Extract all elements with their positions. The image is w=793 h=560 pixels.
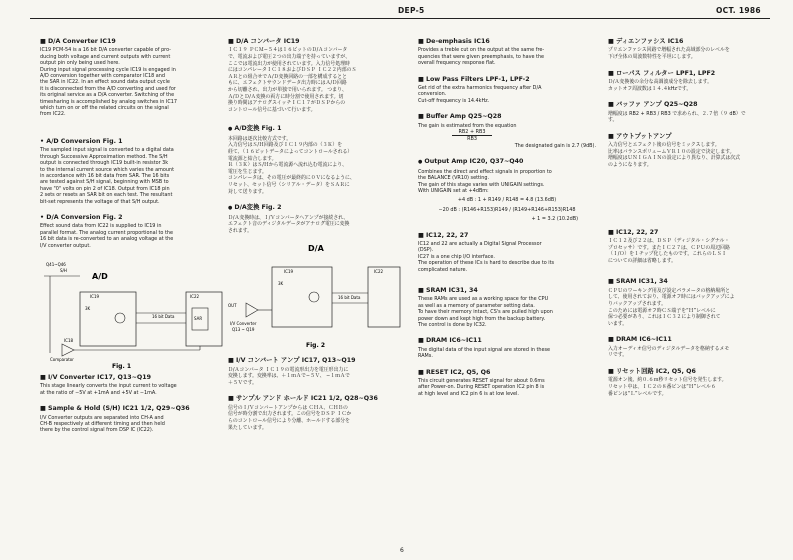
section-body: The sampled input signal is converted to a digital data through Successive Approximation method. The S/H output is connected through IC19 built-in resistor 3k to the internal current source which varies the amount in accordance with 16 bit data from SAR. The 16 bits are tested against S/H signal, beginning with MSB to have "0" volts on pin 2 of IC18. Output from IC18 pin 2 sets or resets an SAR bit on each test. The resultant bit-set represents the voltage of that S/H output. — [40, 147, 174, 205]
section-body: プリエンファシス回路で増幅された高域部分のレベルを 下げ全体の周波数特性を平坦にします。 — [608, 47, 730, 60]
fig1-ic-a: IC19 — [90, 293, 100, 299]
output-eq-3: + 1 = 3.2 (10.2dB) — [531, 216, 578, 223]
fig2-caption: Fig. 2 — [306, 342, 325, 350]
fig1-res: 3K — [85, 305, 91, 311]
section-title: ■ Sample & Hold (S/H) IC21 1/2, Q29~Q36 — [40, 405, 215, 412]
section-body: I/V Converter outputs are separated into CH-A and CH-B respectively at different timing and then held there by the control signal from DSP IC (IC22). — [40, 414, 165, 434]
section-title: ■ バッファ アンプ Q25~Q28 — [608, 101, 773, 108]
section-title: ■ IC12, 22, 27 — [418, 232, 596, 239]
section-ad-conversion-jp — [228, 125, 393, 195]
section-body: 増幅度は RB2 + RB3 / RB3 で求められ、２.７倍（９ dB）で す。 — [608, 110, 746, 124]
fig2-label: D/A — [308, 244, 324, 254]
fig2-iv-q: Q13 ~ Q19 — [232, 327, 255, 333]
section-title: ■ IC12, 22, 27 — [608, 229, 773, 236]
section-title: ■ サンプル アンド ホールド IC21 1/2, Q28~Q36 — [228, 395, 393, 402]
section-body: Ｄ/Ａ変換時は、Ｉ/Ｖコンバータへアンプが接続され、 エフェクト音のディジタルデータがアナログ電圧に変換 されます。 — [228, 214, 350, 234]
section-body: The gain is estimated from the equation — [418, 122, 517, 129]
eq-denominator: RB3 — [467, 136, 477, 143]
section-sample-hold-jp — [228, 395, 393, 431]
section-title: ■ DRAM IC6~IC11 — [418, 337, 596, 344]
section-body: ＩＣ１２及び２２は、ＤＳＰ（ディジタル・シグナル・ プロセッサ）です。またＩＣ２７は、ＣＰＵの周辺回路 （Ｉ/Ｏ）を１チップ化したものです。これらのＬＳＩ についての詳細は省略します。 — [608, 237, 730, 264]
column-japanese-right — [608, 38, 773, 406]
fig1-sar: SAR — [194, 315, 203, 321]
section-title: ■ SRAM IC31, 34 — [608, 278, 773, 285]
section-body: 本回路は逐次比較方式です。 入力信号はＳ/Ｈ回路及びＩＣ１９内部の（３Ｋ）を 経て、（１６ビットデータによってコントロールされる） 電流源と結合します。 Ｒ（３Ｋ）はＳ/Ｈから電流源へ流れ込む電流により、 電圧を生じます。 コンパレータは、その電圧が最終的に０Ｖになるように、 リセット、セット信号（シリアル・データ）をＳＡＲに 対して送ります。 — [228, 135, 355, 195]
section-title: ■ SRAM IC31, 34 — [418, 287, 596, 294]
section-body: 入力オーディオ信号のディジタルデータを格納するメモ リです。 — [608, 345, 730, 359]
figure-2-diagram — [228, 243, 403, 351]
section-title: ● A/D変換 Fig. 1 — [228, 125, 393, 133]
section-body: This stage linearly converts the input current to voltage at the ratio of −5V at +1mA and +5V at −1mA. — [40, 383, 177, 396]
section-dram-jp — [608, 336, 773, 359]
section-title: ■ ディエンファシス IC16 — [608, 38, 773, 45]
buffer-gain-equation — [452, 129, 492, 143]
section-output-amp-jp — [608, 133, 773, 169]
page-number: 6 — [400, 547, 404, 554]
fig2-bits: 16 bit Data — [338, 295, 361, 301]
section-body: Effect sound data from IC22 is supplied to IC19 in parallel format. The analog current proportional to the 16 bit data is re-converted to an analog voltage at the I/V converter output. — [40, 223, 174, 249]
section-body: 信号のＩ/Ｖコンバートアンプからは ＣＨＡ、ＣＨＢの 信号が時分割で出力されます。この信号をＤＳＰ ＩＣか らのコントロール信号により分離、ホールドする部分を 果たしています。 — [228, 404, 352, 431]
section-body: ＩＣ１９ ＰＣＭ−５４は１６ビットのＤ/Ａコンバータ で、電流および電圧２つの出力端子を持っていますが、 ここでは電流出力が使用されています。入力信号処理時 にはコンパレータＩＣ１８およびＤＳＰ ＩＣ２２内部のＳ ＡＲとの組合せでＡ/Ｄ変換回路の一部を構成するとと もに、エフェクトサウンドデータ出力時にはＡ/Ｄ回路 から切離され、出力が単独で用いられます。 つまり、 Ａ/ＤとＤ/Ａ変換の両方に時分割で使用されます。切 換り時間はアナログスイッチＩＣ１７がＤＳＰからの コントロール信号に基づいて行います。 — [228, 47, 357, 113]
section-ad-conversion — [40, 138, 215, 205]
section-body: Ｄ/Ａ変換後の余分な高調波成分を除去します。 カットオフ周波数は１４.４kHzです。 — [608, 79, 712, 92]
section-buffer-amp — [418, 113, 596, 149]
section-body: IC19 PCM-54 is a 16 bit D/A converter capable of pro- ducing both voltage and current outputs with current output pin only being used here. During input signal processing cycle IC19 is engaged in A/D conversion together with comparator IC18 and the SAR in IC22. In an effect sound data output cycle it is disconnected from the A/D converting and used for its original service as a D/A converter. Switching of the timesharing is accomplished by analog switches in IC17 which turn on or off the related circuits on the signal from IC22. — [40, 47, 178, 118]
section-body: Combines the direct and effect signals in proportion to the BALANCE (VR10) setting. The gain of this stage varies with UNIGAIN settings. With UNIGAIN set at +4dBm: — [418, 168, 552, 194]
section-body: ＣＰＵのワーキング用及び設定パラメータの格納場所と して、使用されており、電源オフ時にはバックアップによ りバックアップされます。 このためには電源オフ時ＣＳ端子を“Ｈ”レベルに 保つ必要があり、これはＩＣ３２により制御されて います。 — [608, 287, 735, 327]
fig2-ic-b: IC22 — [374, 269, 384, 275]
figure-1-diagram — [40, 258, 230, 370]
section-body: The digital data of the input signal are stored in these RAMs. — [418, 346, 551, 360]
buffer-gain-note: The designated gain is 2.7 (9dB). — [514, 142, 596, 149]
section-sample-hold — [40, 405, 215, 434]
section-reset-jp — [608, 368, 773, 397]
section-title: ■ Low Pass Filters LPF-1, LPF-2 — [418, 76, 596, 83]
column-english-left — [40, 38, 215, 443]
section-iv-converter-jp — [228, 357, 393, 386]
section-body: Provides a treble cut on the output at the same fre- quencies that were given preemphasis, to have the overall frequency response flat. — [418, 47, 545, 67]
output-eq-2: −20 dB : (R146+R153)R149 / (R149+R146+R153)R148 — [438, 206, 576, 213]
section-body: Ｄ/Ａコンバータ ＩＣ１９の電流形出力を電圧形出力に 変換します。変換率は、＋１ｍＡで−５Ｖ、 −１ｍＡで ＋５Ｖです。 — [228, 366, 350, 386]
fig1-caption: Fig. 1 — [112, 362, 131, 370]
fig1-comp: IC18 — [64, 337, 74, 343]
section-deemphasis-jp — [608, 38, 773, 61]
section-da-conversion-jp — [228, 204, 393, 234]
section-title: • D/A Conversion Fig. 2 — [40, 214, 215, 221]
section-reset — [418, 369, 596, 398]
fig1-bits: 16 bit Data — [152, 313, 175, 319]
fig1-sh-label: S/H — [60, 267, 67, 273]
section-body: 電源オン後、約０.６ｍ秒リセット信号を発生します。 リセット中は、ＩＣ２の８番ピンは“Ｈ”レベル６ 番ピンは“Ｌ”レベルです。 — [608, 377, 727, 397]
section-title: ● Output Amp IC20, Q37~Q40 — [418, 158, 596, 166]
fig2-res: 3K — [278, 281, 284, 287]
section-lpf — [418, 76, 596, 105]
column-english-right — [418, 38, 596, 406]
section-title: • A/D Conversion Fig. 1 — [40, 138, 215, 145]
section-title: ■ アウトプットアンプ — [608, 133, 773, 140]
header-rule — [30, 18, 770, 19]
section-output-amp — [418, 158, 596, 222]
fig1-in-label: Q41~Q46 — [46, 261, 66, 267]
fig2-ic-a: IC19 — [284, 269, 294, 275]
section-body: Get rid of the extra harmonics frequency after D/A conversion. Cut-off frequency is 14.4kHz. — [418, 85, 542, 104]
section-da-converter-jp — [228, 38, 393, 113]
section-lpf-jp — [608, 70, 773, 93]
section-ic12-jp — [608, 229, 773, 265]
output-eq-1: +4 dB : 1 + R149 / R148 = 4.8 (13.6dB) — [457, 197, 557, 204]
section-sram — [418, 287, 596, 328]
column-japanese-left — [228, 38, 393, 440]
section-iv-converter — [40, 374, 215, 396]
section-title: ■ D/A Converter IC19 — [40, 38, 215, 45]
figure-2-da — [228, 243, 393, 351]
section-da-conversion — [40, 214, 215, 249]
fig2-out: OUT — [228, 303, 237, 309]
section-buffer-amp-jp — [608, 101, 773, 124]
section-deemphasis — [418, 38, 596, 67]
section-title: ■ リセット回路 IC2, Q5, Q6 — [608, 368, 773, 375]
header-model: DEP-5 — [398, 6, 425, 15]
section-body: This circuit generates RESET signal for about 0.6ms after Power-on. During RESET operation IC2 pin 8 is at high level and IC2 pin 6 is at low level. — [418, 378, 545, 397]
fig1-comp-label: Comparator — [50, 356, 74, 362]
section-title: ■ De-emphasis IC16 — [418, 38, 596, 45]
fig1-ic-b: IC22 — [190, 293, 200, 299]
section-ic12 — [418, 232, 596, 273]
section-title: ■ I/V Converter IC17, Q13~Q19 — [40, 374, 215, 381]
eq-numerator: RB2 + RB3 — [452, 129, 492, 136]
section-body: IC12 and 22 are actually a Digital Signal Processor (DSP). IC27 is a one chip I/O interface. The operation of these ICs is hard to describe due to its complicated nature. — [418, 240, 555, 273]
section-title: ■ ローパス フィルター LPF1, LPF2 — [608, 70, 773, 77]
section-title: ■ I/V コンバート アンプ IC17, Q13~Q19 — [228, 357, 393, 364]
section-title: ■ D/A コンバータ IC19 — [228, 38, 393, 45]
section-title: ■ DRAM IC6~IC11 — [608, 336, 773, 343]
figure-1-ad — [40, 258, 215, 370]
header-date: OCT. 1986 — [716, 6, 761, 15]
section-body: These RAMs are used as a working space for the CPU as well as a memory of parameter setting data. To have their memory intact, CS's are pulled high upon power down and kept high from the backup battery. The control is done by IC32. — [418, 296, 553, 328]
section-body: 入力信号とエフェクト後の信号をミックスします。 比率はバランスボリュームＶＲ１０の設定で決定します。 増幅度はＵＮＩＧＡＩＮの設定により異なり、計算式は次式 のようになります。 — [608, 142, 741, 168]
section-title: ■ RESET IC2, Q5, Q6 — [418, 369, 596, 376]
fig2-iv: I/V Converter — [230, 321, 257, 327]
section-sram-jp — [608, 278, 773, 327]
section-title: ● D/A変換 Fig. 2 — [228, 204, 393, 212]
section-dram — [418, 337, 596, 359]
section-title: ■ Buffer Amp Q25~Q28 — [418, 113, 596, 120]
fig1-label: A/D — [92, 271, 108, 281]
section-da-converter — [40, 38, 215, 118]
